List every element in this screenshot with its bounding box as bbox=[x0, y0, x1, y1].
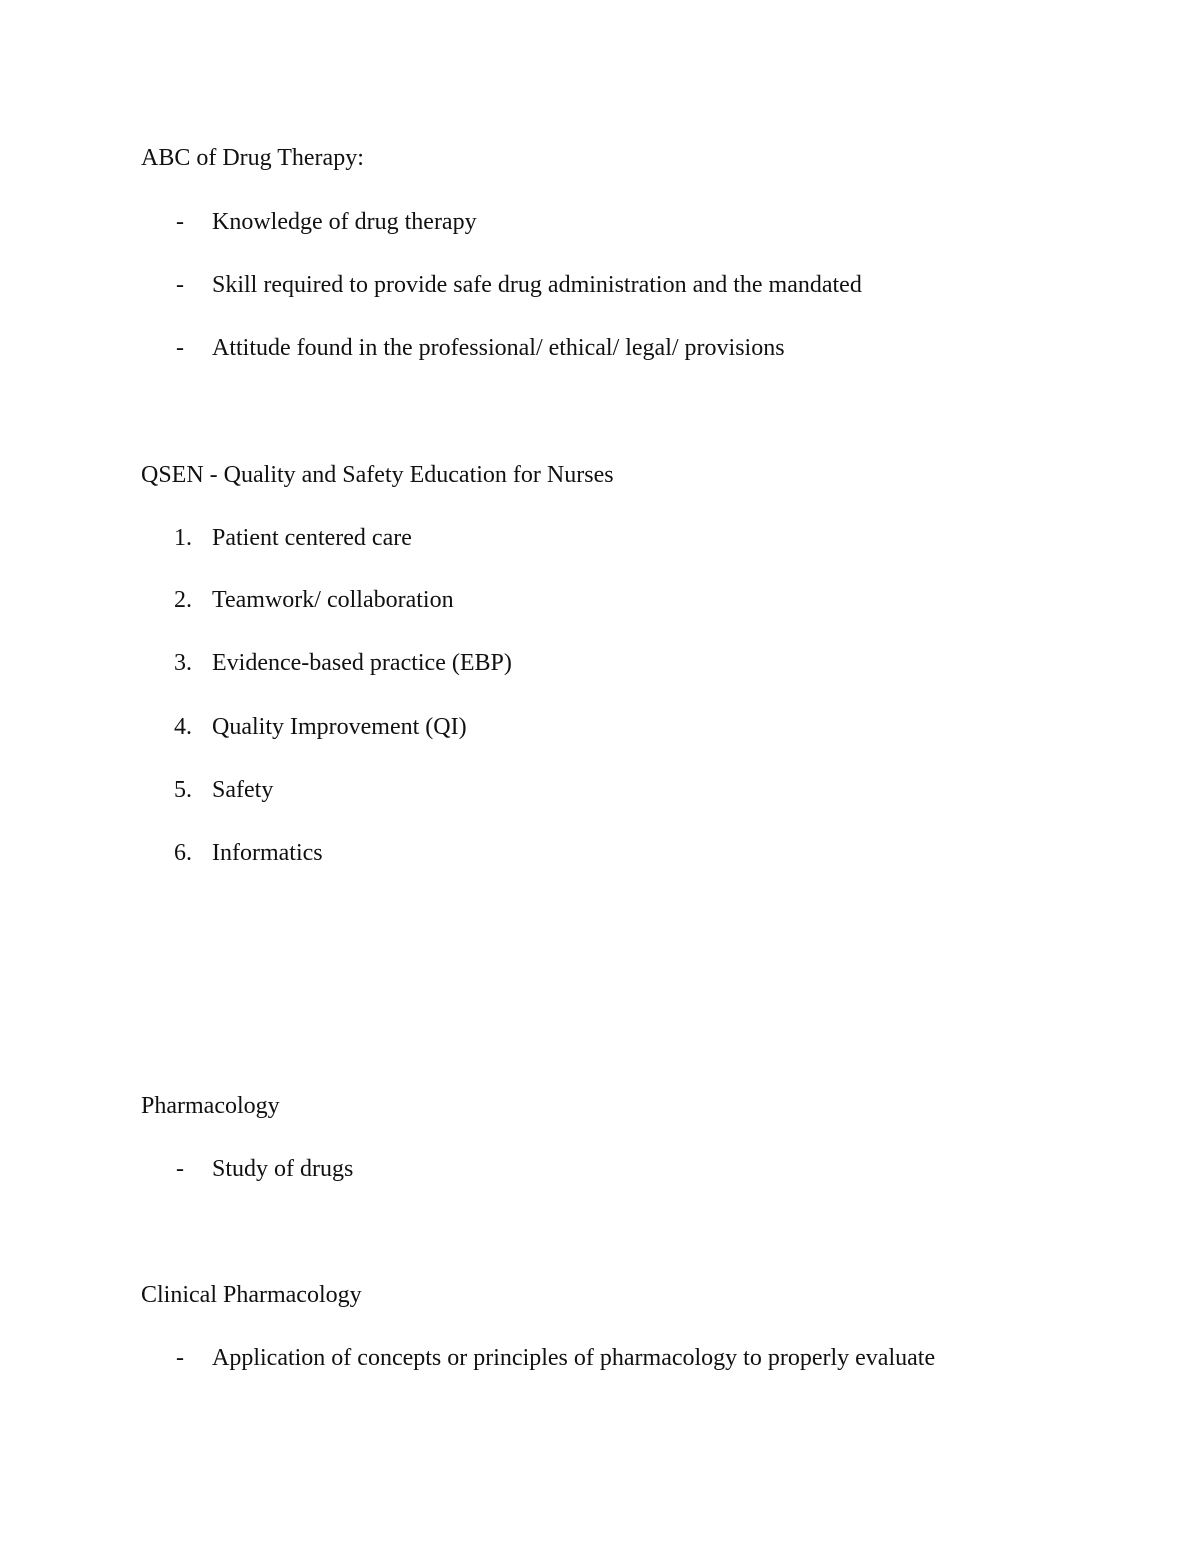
list-item: Informatics bbox=[212, 840, 323, 866]
heading-clinical-pharmacology: Clinical Pharmacology bbox=[141, 1282, 362, 1308]
list-item: Attitude found in the professional/ ethical/ legal/ provisions bbox=[212, 335, 785, 361]
list-item: Application of concepts or principles of pharmacology to properly evaluate bbox=[212, 1345, 936, 1371]
list-number: 3. bbox=[174, 650, 192, 676]
list-number: 1. bbox=[174, 525, 192, 551]
list-item: Quality Improvement (QI) bbox=[212, 714, 467, 740]
list-item: Safety bbox=[212, 777, 274, 803]
list-number: 4. bbox=[174, 714, 192, 740]
bullet-dash: - bbox=[176, 335, 184, 361]
list-item: Teamwork/ collaboration bbox=[212, 587, 454, 613]
bullet-dash: - bbox=[176, 1345, 184, 1371]
list-item: Skill required to provide safe drug administration and the mandated bbox=[212, 272, 862, 298]
list-item: Evidence-based practice (EBP) bbox=[212, 650, 512, 676]
heading-qsen: QSEN - Quality and Safety Education for Nurses bbox=[141, 462, 614, 488]
bullet-dash: - bbox=[176, 1156, 184, 1182]
list-item: Knowledge of drug therapy bbox=[212, 209, 477, 235]
heading-abc-drug-therapy: ABC of Drug Therapy: bbox=[141, 145, 364, 171]
list-number: 6. bbox=[174, 840, 192, 866]
bullet-dash: - bbox=[176, 209, 184, 235]
heading-pharmacology: Pharmacology bbox=[141, 1093, 280, 1119]
list-number: 2. bbox=[174, 587, 192, 613]
list-number: 5. bbox=[174, 777, 192, 803]
list-item: Study of drugs bbox=[212, 1156, 354, 1182]
list-item: Patient centered care bbox=[212, 525, 412, 551]
bullet-dash: - bbox=[176, 272, 184, 298]
